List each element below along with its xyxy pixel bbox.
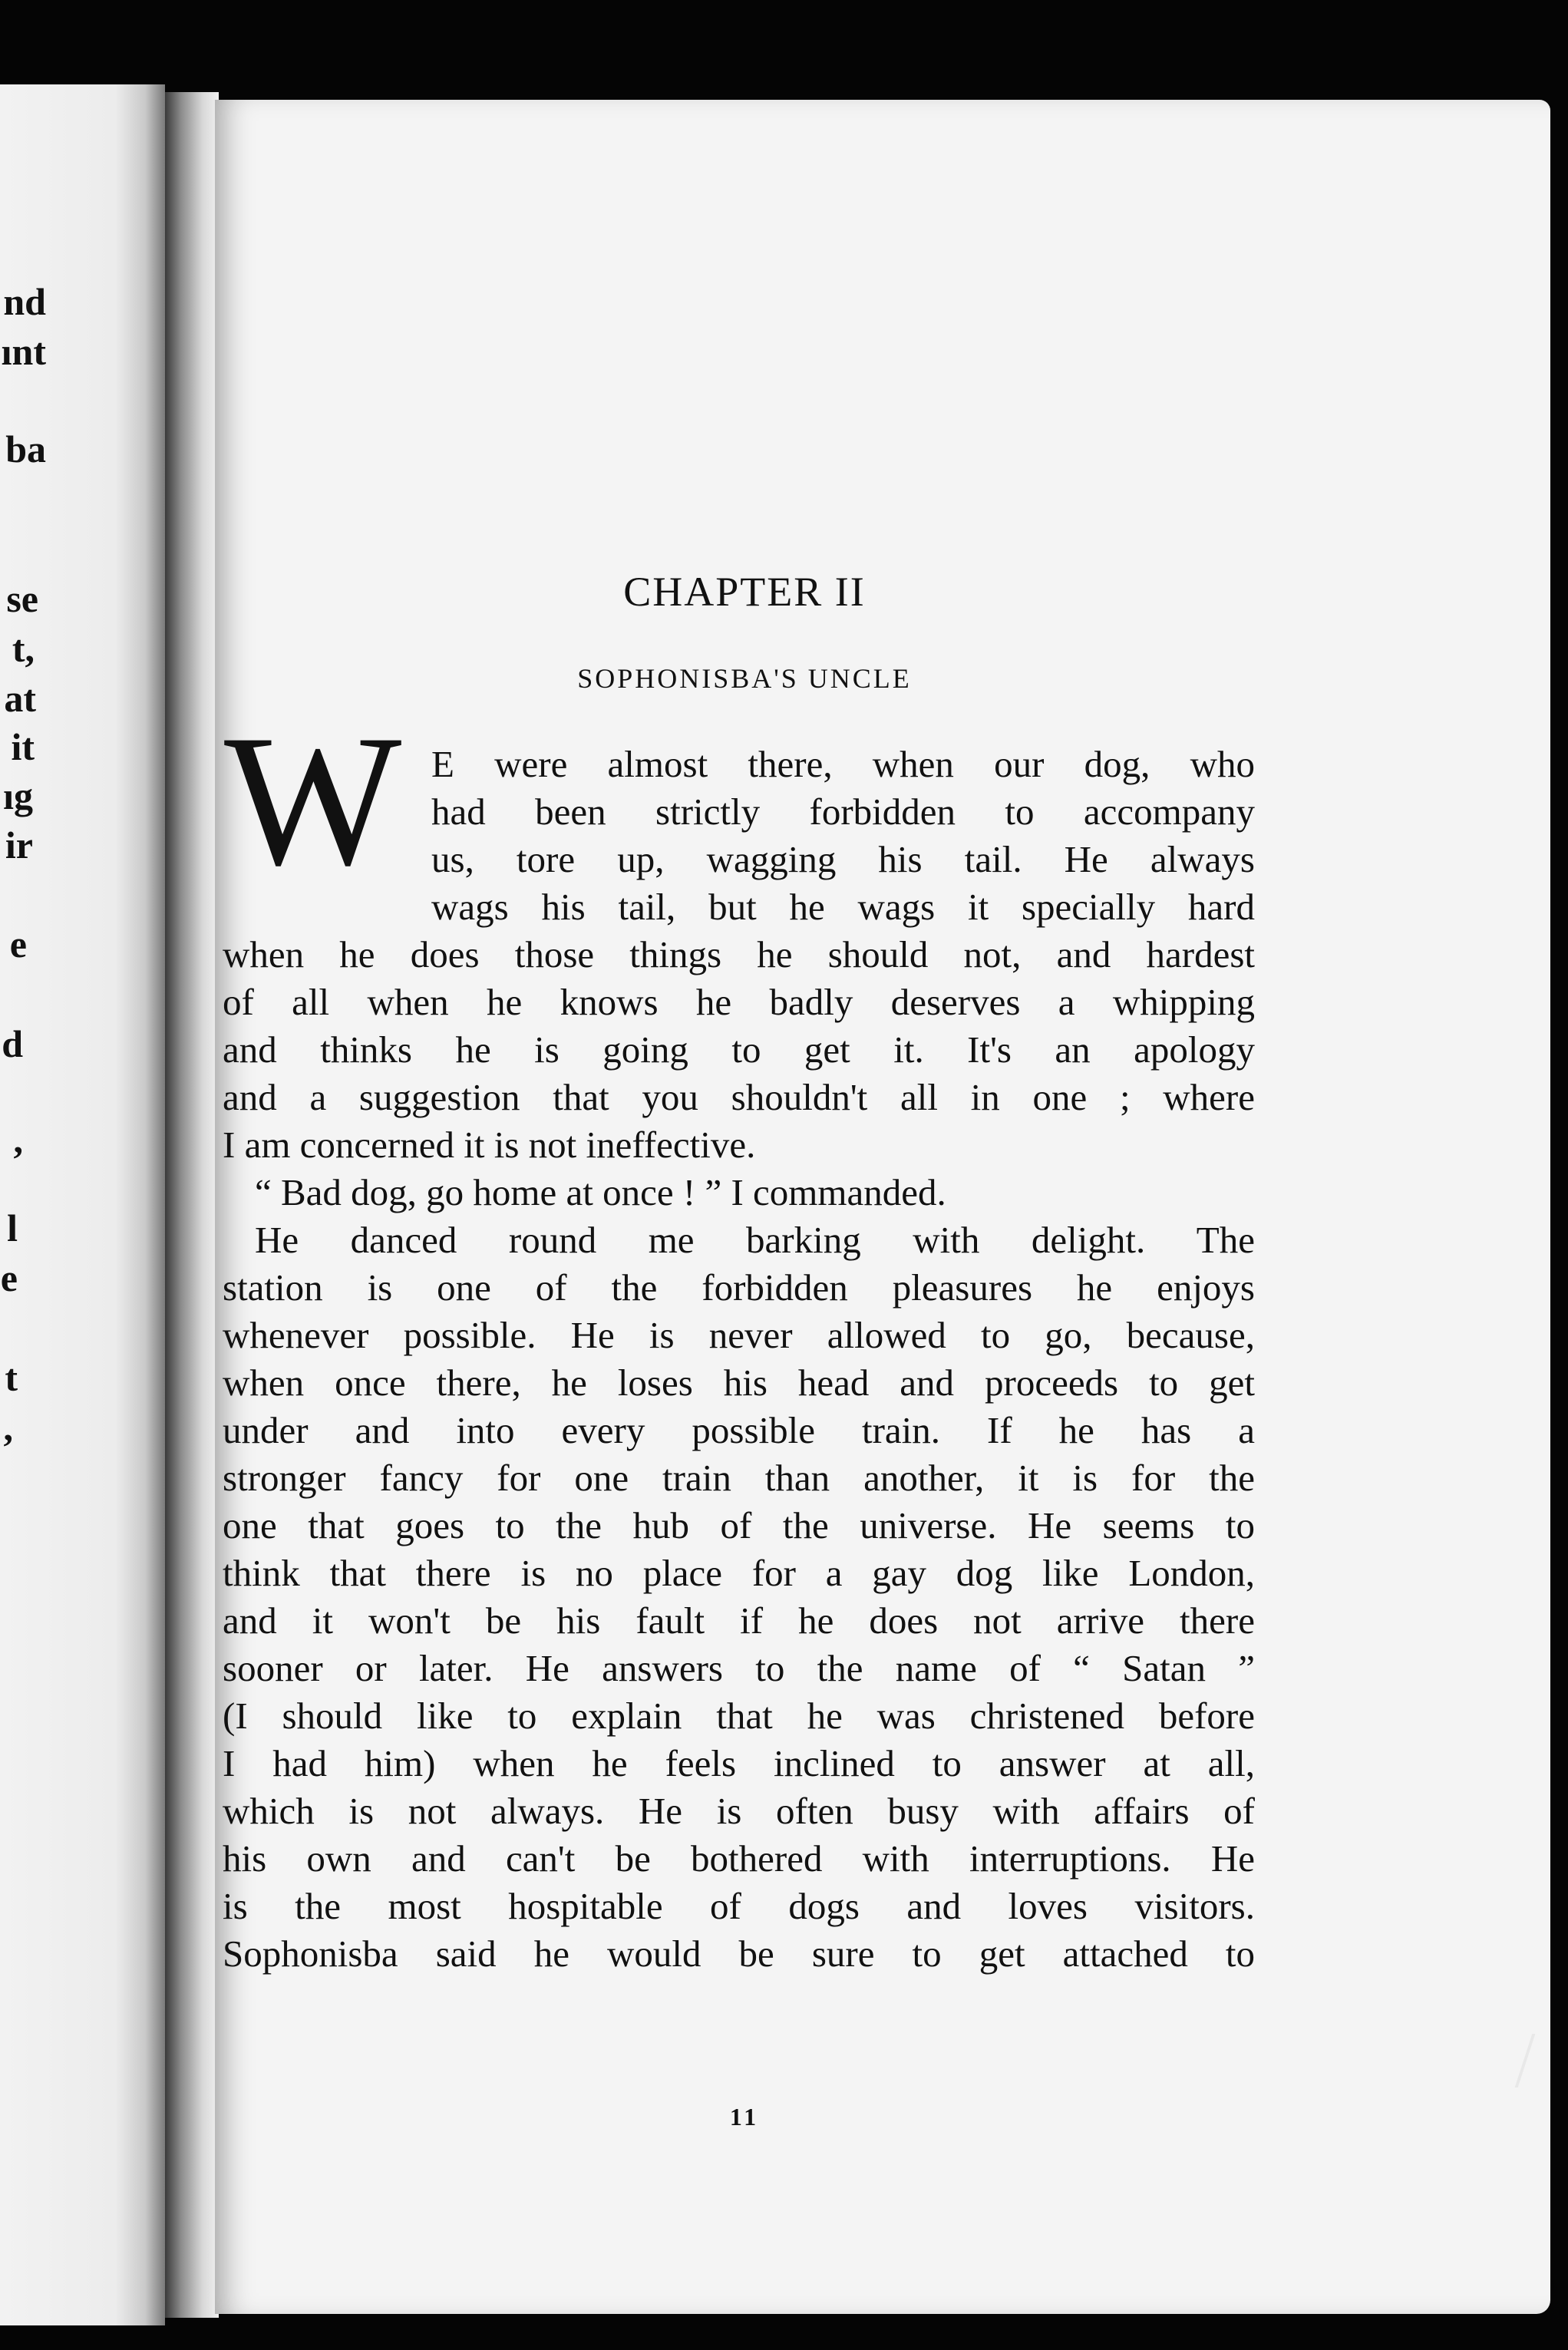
text-line: “ Bad dog, go home at once ! ” I commanded. [255, 1171, 946, 1213]
text-line: He danced round me barking with delight. The [255, 1219, 1255, 1261]
text-line: I had him) when he feels inclined to answer at all, [223, 1742, 1255, 1784]
text-line: and it won't be his fault if he does not arrive there [223, 1599, 1255, 1642]
left-page-fragment: t, [12, 627, 35, 670]
text-line: when once there, he loses his head and proceeds to get [223, 1361, 1255, 1404]
text-line: us, tore up, wagging his tail. He always [431, 838, 1255, 880]
left-page-fragment: at [4, 677, 36, 720]
text-line: had been strictly forbidden to accompany [431, 790, 1255, 833]
text-line: is the most hospitable of dogs and loves visitors. [223, 1885, 1255, 1927]
text-line: I am concerned it is not ineffective. [223, 1124, 756, 1166]
left-page-fragment: se [6, 577, 38, 620]
drop-cap: W [224, 696, 402, 904]
left-page-fragment: it [11, 725, 35, 768]
left-page-fragment: ınt [1, 330, 46, 373]
chapter-subtitle: SOPHONISBA'S UNCLE [577, 663, 912, 694]
left-page-fragment: d [2, 1022, 23, 1065]
left-page-fragment: nd [3, 280, 46, 323]
left-page-fragment: ir [5, 823, 33, 866]
text-line: and thinks he is going to get it. It's an apology [223, 1028, 1255, 1071]
left-page [0, 84, 165, 2325]
left-page-fragment: t [5, 1356, 18, 1399]
text-line: one that goes to the hub of the universe. He seems to [223, 1504, 1255, 1546]
text-line: (I should like to explain that he was christened before [223, 1695, 1255, 1737]
left-page-fragment: , [3, 1406, 13, 1449]
right-page [215, 100, 1550, 2314]
left-page-fragment: ıg [3, 774, 33, 817]
left-page-fragment: l [7, 1206, 18, 1249]
text-line: Sophonisba said he would be sure to get attached to [223, 1932, 1255, 1975]
text-line: stronger fancy for one train than another, it is for the [223, 1457, 1255, 1499]
text-line: of all when he knows he badly deserves a whipping [223, 981, 1255, 1023]
text-line: station is one of the forbidden pleasures he enjoys [223, 1266, 1255, 1309]
text-line: think that there is no place for a gay dog like London, [223, 1552, 1255, 1594]
left-page-fragment: , [13, 1118, 23, 1161]
text-line: wags his tail, but he wags it specially hard [431, 886, 1255, 928]
text-line: sooner or later. He answers to the name of “ Satan ” [223, 1647, 1255, 1689]
text-line: under and into every possible train. If he has a [223, 1409, 1255, 1451]
text-line: when he does those things he should not, and hardest [223, 933, 1255, 975]
left-page-fragment: e [0, 1256, 18, 1299]
left-page-fragment: e [9, 923, 27, 965]
text-line: his own and can't be bothered with interruptions. He [223, 1837, 1255, 1880]
text-line: E were almost there, when our dog, who [431, 743, 1255, 785]
text-line: and a suggestion that you shouldn't all in one ; where [223, 1076, 1255, 1118]
text-line: which is not always. He is often busy with affairs of [223, 1790, 1255, 1832]
book-gutter [165, 92, 219, 2318]
page-number: 11 [729, 2103, 760, 2131]
chapter-title: CHAPTER II [623, 569, 866, 615]
text-line: whenever possible. He is never allowed to go, because, [223, 1314, 1255, 1356]
left-page-fragment: ba [5, 427, 46, 470]
